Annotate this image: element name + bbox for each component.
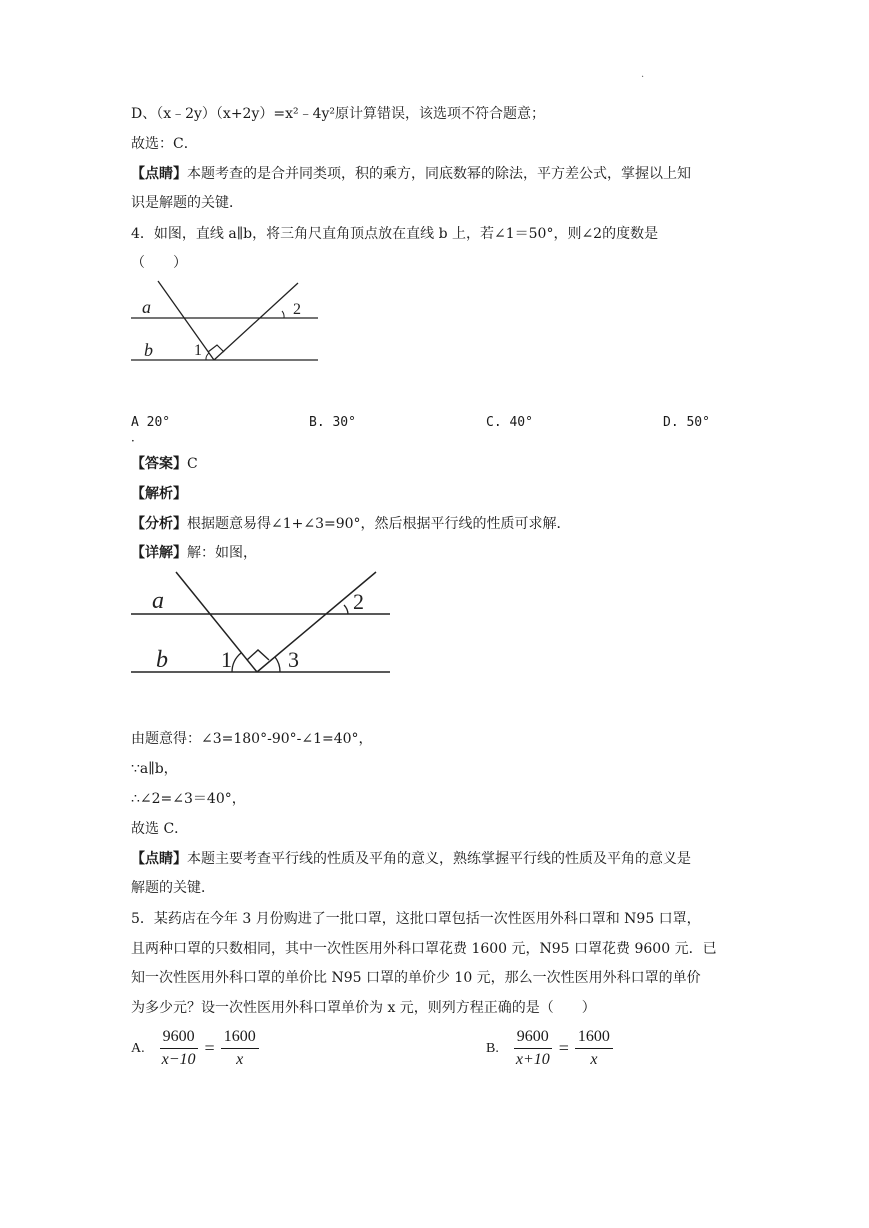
triangle-leg-left [158, 281, 214, 360]
q4-figure-large [128, 570, 394, 678]
detail-text: 解：如图， [187, 545, 257, 561]
denominator [513, 1049, 553, 1069]
label-b: b [156, 647, 168, 673]
q4-step-2: ∵a∥b， [131, 761, 178, 777]
option-label: B. [486, 1040, 499, 1056]
fraction-left [513, 1028, 553, 1069]
angle-1-arc [206, 353, 209, 360]
q3-comment-line-1 [131, 164, 691, 184]
header-mark: · [641, 72, 645, 83]
q3-comment-line-2: 识是解题的关键． [131, 195, 243, 211]
q5-option-b [486, 1028, 617, 1069]
q4-option-d: D. 50° [663, 415, 710, 430]
angle-1-arc [232, 653, 241, 672]
answer-tag: 【答案】 [131, 456, 187, 472]
label-b: b [144, 340, 153, 360]
angle-3-arc [275, 657, 280, 672]
detail-tag: 【详解】 [131, 545, 187, 561]
label-1: 1 [194, 342, 202, 359]
q3-option-d-line: D、（x﹣2y）（x+2y）=x²﹣4y²原计算错误，该选项不符合题意； [131, 106, 546, 122]
numerator: 9600 [160, 1028, 198, 1049]
option-label: A. [131, 1040, 145, 1056]
q4-option-a-dot: ． [131, 430, 144, 444]
q4-stem-line-1: 4．如图，直线 a∥b，将三角尺直角顶点放在直线 b 上，若∠1＝50°，则∠2的度数是 [131, 226, 659, 242]
fraction-right [221, 1028, 259, 1069]
right-angle-mark [208, 345, 224, 352]
q4-option-a: A 20° [131, 415, 171, 430]
denominator-expr: x [236, 1051, 244, 1068]
q4-option-c: C. 40° [486, 415, 533, 430]
q5-stem-line-4: 为多少元？设一次性医用外科口罩单价为 x 元，则列方程正确的是（ ） [131, 1000, 596, 1016]
denominator-expr: x+10 [515, 1051, 550, 1068]
fenxi-tag: 【分析】 [131, 516, 187, 532]
triangle-leg-right [257, 572, 376, 672]
angle-2-arc [282, 311, 284, 318]
denominator [233, 1049, 246, 1069]
comment-text: 本题考查的是合并同类项，积的乘方，同底数幂的除法，平方差公式，掌握以上知 [187, 166, 691, 182]
right-angle-mark [247, 650, 269, 660]
numerator: 1600 [575, 1028, 613, 1049]
label-2: 2 [353, 589, 364, 614]
triangle-leg-right [214, 283, 298, 360]
q4-choice: 故选 C． [131, 821, 189, 837]
denominator-expr: x−10 [161, 1051, 196, 1068]
q4-step-1: 由题意得：∠3=180°-90°-∠1=40°， [131, 731, 373, 747]
numerator: 1600 [221, 1028, 259, 1049]
triangle-leg-left [176, 572, 257, 672]
q4-comment-line-1 [131, 849, 691, 869]
q4-option-b: B. 30° [309, 415, 356, 430]
q4-analysis-tag: 【解析】 [131, 486, 187, 502]
q4-step-3: ∴∠2=∠3＝40°， [131, 791, 246, 807]
fenxi-text: 根据题意易得∠1+∠3=90°，然后根据平行线的性质可求解． [187, 516, 571, 532]
fraction-right [575, 1028, 613, 1069]
comment-tag: 【点睛】 [131, 851, 187, 867]
denominator-expr: x [590, 1051, 598, 1068]
label-3: 3 [288, 647, 299, 672]
equals-sign: = [204, 1038, 215, 1058]
label-a: a [142, 297, 151, 317]
label-a: a [152, 588, 164, 614]
q4-comment-line-2: 解题的关键． [131, 880, 215, 896]
q5-option-a [131, 1028, 263, 1069]
q5-stem-line-2: 且两种口罩的只数相同，其中一次性医用外科口罩花费 1600 元，N95 口罩花费 9600 元．已 [131, 941, 717, 957]
comment-text: 本题主要考查平行线的性质及平角的意义，熟练掌握平行线的性质及平角的意义是 [187, 851, 691, 867]
label-1: 1 [221, 647, 232, 672]
q4-stem-line-2: （ ） [131, 255, 187, 271]
equals-sign: = [558, 1038, 569, 1058]
denominator [587, 1049, 600, 1069]
q3-choice: 故选：C． [131, 136, 198, 152]
comment-tag: 【点睛】 [131, 166, 187, 182]
q4-detail [131, 543, 257, 563]
angle-2-arc [344, 605, 348, 614]
q5-stem-line-1: 5．某药店在今年 3 月份购进了一批口罩，这批口罩包括一次性医用外科口罩和 N95 口罩， [131, 911, 701, 927]
fraction-left [159, 1028, 199, 1069]
q5-stem-line-3: 知一次性医用外科口罩的单价比 N95 口罩的单价少 10 元，那么一次性医用外科口罩的单价 [131, 970, 701, 986]
numerator: 9600 [514, 1028, 552, 1049]
denominator [159, 1049, 199, 1069]
answer-value: C [187, 456, 198, 472]
q4-fenxi [131, 514, 571, 534]
label-2: 2 [293, 301, 301, 318]
q4-answer [131, 454, 198, 474]
q4-figure-small [128, 280, 323, 366]
